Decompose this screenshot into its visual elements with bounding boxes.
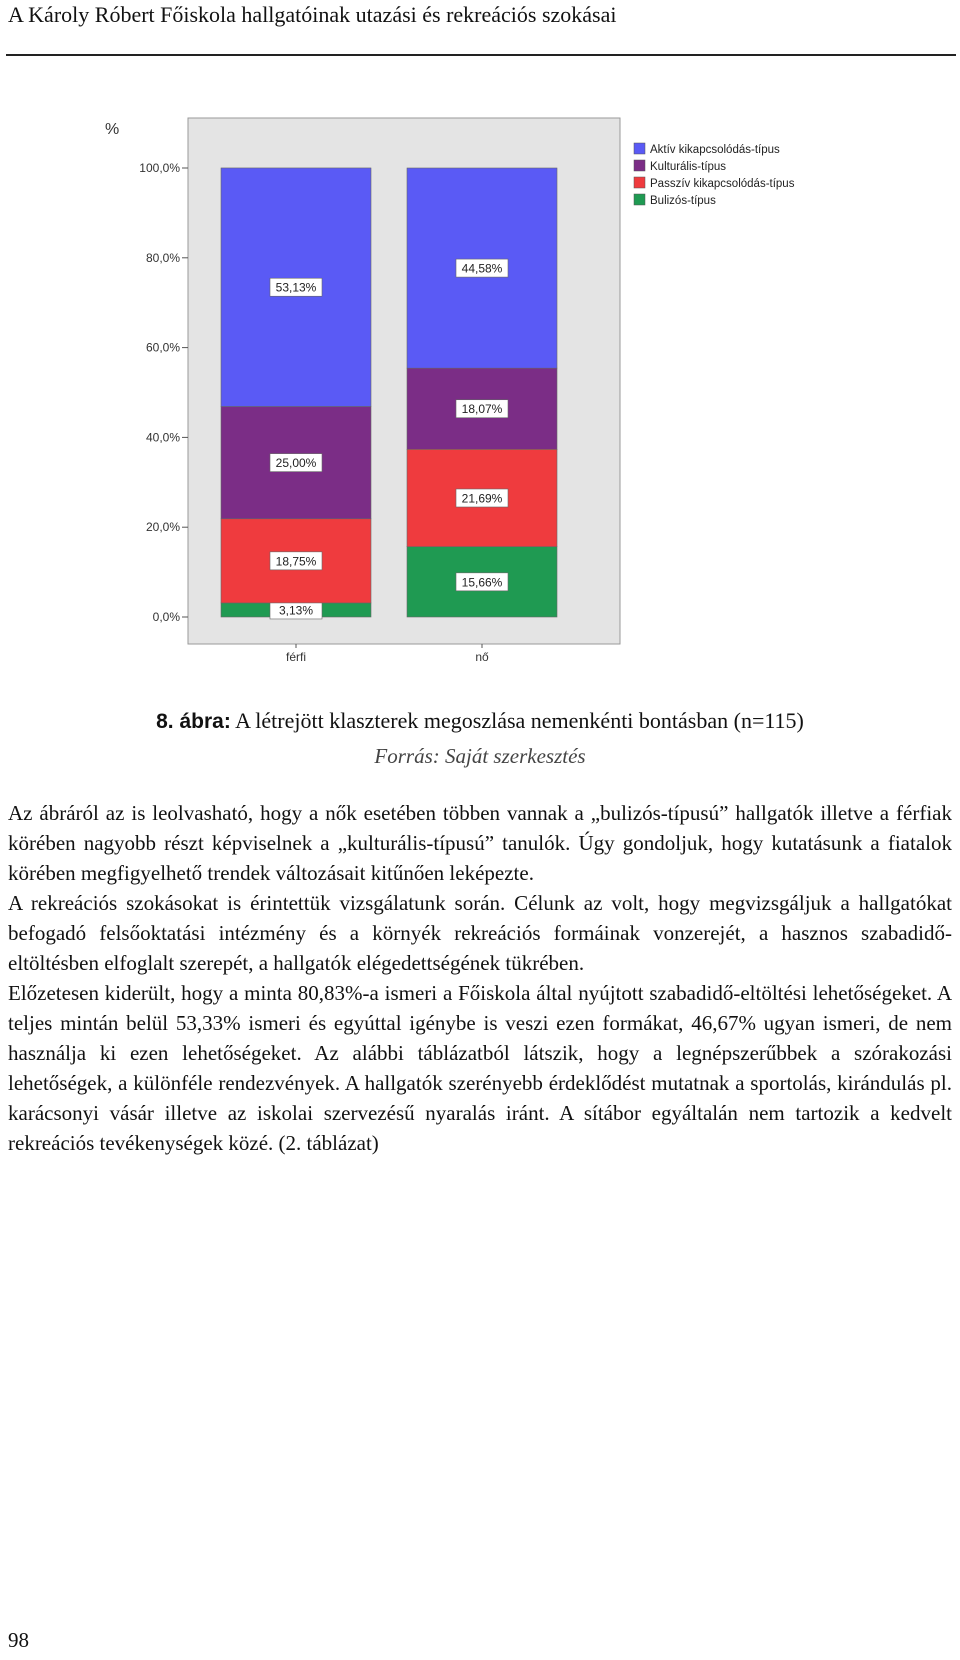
y-tick-label: 0,0% [152,610,180,624]
paragraph-3: Előzetesen kiderült, hogy a minta 80,83%-a ismeri a Főiskola által nyújtott szabadidő-eltöltési lehetőségeket. A teljes mintán belül 53,33% ismeri és egyúttal igénybe is veszi ezen formákat, 46,67% ugyan ismeri, de nem használja ki ezen lehetőségeket. Az alábbi táblázatból látszik, hogy a legnépszerűbbek a szórakozási lehetőségek, a különféle rendezvények. A hallgatók szerényebb érdeklődést mutatnak a sportolás, kirándulás pl. karácsonyi vásár illetve az iskolai szervezésű nyaralás iránt. A sítábor egyáltalán nem tartozik a kedvelt rekreációs tevékenységek közé. (2. táblázat) [8,981,952,1155]
legend-label: Bulizós-típus [650,195,716,207]
legend-swatch [634,160,645,171]
body-text [8,798,952,1158]
y-tick-label: 40,0% [145,430,180,445]
stacked-bar-chart [100,112,880,672]
data-label: 25,00% [275,456,317,471]
legend-swatch [634,177,645,188]
header-rule [6,54,956,56]
legend-label: Passzív kikapcsolódás-típus [650,178,795,190]
figure-caption-label: 8. ábra: [156,710,231,733]
paragraph-2: A rekreációs szokásokat is érintettük vizsgálatunk során. Célunk az volt, hogy megvizsgáljuk a hallgatókat befogadó felsőoktatási intézmény és a környék rekreációs formáinak vonzerejét, a hasznos szabadidő-eltöltésben elfoglalt szerepét, a hallgatók elégedettségének tükrében. [8,891,952,975]
x-tick-label: nő [475,650,489,664]
figure-source: Forrás: Saját szerkesztés [374,744,586,768]
data-label: 15,66% [461,575,503,590]
data-label: 18,75% [275,554,317,569]
legend-label: Aktív kikapcsolódás-típus [650,144,780,156]
y-tick-label: 60,0% [145,340,180,355]
paragraph-1: Az ábráról az is leolvasható, hogy a nők esetében többen vannak a „bulizós-típusú” hallgatók illetve a férfiak körében nagyobb részt képviselnek a „kulturális-típusú” tanulók. Úgy gondoljuk, hogy kutatásunk a fiatalok körében megfigyelhető trendek változásait kitűnően leképezte. [8,801,952,885]
figure-caption-text: A létrejött klaszterek megoszlása nemenkénti bontásban (n=115) [235,708,804,733]
y-tick-label: 100,0% [139,161,180,175]
y-axis-label: % [105,121,120,138]
legend-label: Kulturális-típus [650,161,727,173]
page-number: 98 [8,1628,29,1652]
y-tick-label: 20,0% [145,520,180,535]
data-label: 53,13% [275,280,317,295]
figure-caption [0,708,960,734]
chart-svg [100,112,880,672]
y-tick-label: 80,0% [145,250,180,265]
x-tick-label: férfi [285,650,307,664]
data-label: 44,58% [461,261,503,276]
legend-swatch [634,143,645,154]
data-label: 18,07% [461,402,503,417]
legend-swatch [634,194,645,205]
data-label: 3,13% [278,603,314,618]
running-header: A Károly Róbert Főiskola hallgatóinak utazási és rekreációs szokásai [8,2,617,27]
data-label: 21,69% [461,491,503,506]
